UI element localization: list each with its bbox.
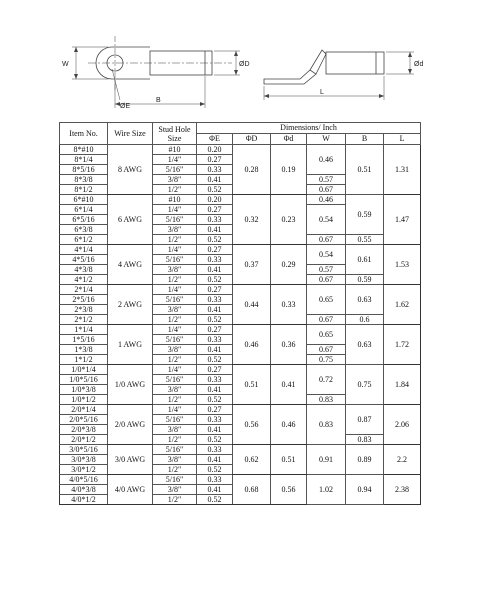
cell-stud-hole: 1/2" xyxy=(153,185,197,195)
cell-b: 0.6 xyxy=(346,315,384,325)
cell-b: 0.51 xyxy=(346,145,384,195)
cell-stud-hole: 3/8" xyxy=(153,385,197,395)
cell-stud-hole: 1/4" xyxy=(153,155,197,165)
phi-e-label: ØE xyxy=(120,103,131,110)
cell-phi-e: 0.27 xyxy=(197,325,233,335)
cell-stud-hole: 3/8" xyxy=(153,225,197,235)
cell-stud-hole: 1/2" xyxy=(153,495,197,505)
cell-phi-d-small: 0.29 xyxy=(271,245,307,285)
cell-stud-hole: 5/16" xyxy=(153,375,197,385)
cell-item-no: 8*1/4 xyxy=(60,155,108,165)
cell-stud-hole: 1/2" xyxy=(153,235,197,245)
cell-phi-e: 0.33 xyxy=(197,445,233,455)
cell-phi-d-small: 0.36 xyxy=(271,325,307,365)
cell-stud-hole: 1/2" xyxy=(153,435,197,445)
cell-stud-hole: 5/16" xyxy=(153,445,197,455)
dimension-table xyxy=(59,122,421,505)
cell-item-no: 4*3/8 xyxy=(60,265,108,275)
cell-phi-e: 0.52 xyxy=(197,275,233,285)
cell-phi-e: 0.27 xyxy=(197,365,233,375)
cell-item-no: 3/0*5/16 xyxy=(60,445,108,455)
cell-stud-hole: 1/4" xyxy=(153,365,197,375)
cell-item-no: 1/0*1/4 xyxy=(60,365,108,375)
cell-w: 0.54 xyxy=(307,245,346,265)
cell-phi-e: 0.41 xyxy=(197,175,233,185)
cell-stud-hole: 1/4" xyxy=(153,205,197,215)
cell-phi-e: 0.52 xyxy=(197,315,233,325)
cell-item-no: 1*1/2 xyxy=(60,355,108,365)
cell-wire-size: 1/0 AWG xyxy=(108,365,153,405)
cell-w: 0.57 xyxy=(307,175,346,185)
cell-stud-hole: 5/16" xyxy=(153,335,197,345)
cell-stud-hole: 3/8" xyxy=(153,265,197,275)
cell-wire-size: 1 AWG xyxy=(108,325,153,365)
cell-item-no: 2/0*1/2 xyxy=(60,435,108,445)
cell-phi-e: 0.41 xyxy=(197,485,233,495)
cell-l: 1.31 xyxy=(384,145,421,195)
cell-stud-hole: #10 xyxy=(153,195,197,205)
cell-stud-hole: 1/2" xyxy=(153,395,197,405)
header-wire-size: Wire Size xyxy=(108,123,153,145)
cell-phi-e: 0.52 xyxy=(197,355,233,365)
cell-phi-d: 0.46 xyxy=(233,325,271,365)
cell-w: 1.02 xyxy=(307,475,346,505)
cell-l: 1.62 xyxy=(384,285,421,325)
table-row xyxy=(60,195,421,205)
cell-phi-d: 0.28 xyxy=(233,145,271,195)
table-row xyxy=(60,365,421,375)
header-l: L xyxy=(384,134,421,145)
header-stud-hole-size: Stud Hole Size xyxy=(153,123,197,145)
cell-phi-e: 0.41 xyxy=(197,305,233,315)
w-label: W xyxy=(62,61,69,68)
cell-item-no: 1*5/16 xyxy=(60,335,108,345)
cell-l: 1.72 xyxy=(384,325,421,365)
phi-d-small-label: Ød xyxy=(414,61,424,68)
cell-stud-hole: 5/16" xyxy=(153,415,197,425)
table-row xyxy=(60,245,421,255)
cell-item-no: 4*1/4 xyxy=(60,245,108,255)
cell-b: 0.63 xyxy=(346,285,384,315)
cell-phi-d: 0.51 xyxy=(233,365,271,405)
cell-l: 2.2 xyxy=(384,445,421,475)
cell-w: 0.83 xyxy=(307,395,346,405)
cell-wire-size: 2 AWG xyxy=(108,285,153,325)
cell-w: 0.91 xyxy=(307,445,346,475)
cell-item-no: 6*1/4 xyxy=(60,205,108,215)
table-row xyxy=(60,475,421,485)
header-item-no: Item No. xyxy=(60,123,108,145)
cell-phi-e: 0.41 xyxy=(197,265,233,275)
cell-w: 0.67 xyxy=(307,235,346,245)
cell-phi-e: 0.52 xyxy=(197,235,233,245)
header-w: W xyxy=(307,134,346,145)
cell-phi-d-small: 0.33 xyxy=(271,285,307,325)
cell-b: 0.55 xyxy=(346,235,384,245)
cell-w: 0.67 xyxy=(307,315,346,325)
cell-item-no: 4*1/2 xyxy=(60,275,108,285)
cell-phi-e: 0.41 xyxy=(197,345,233,355)
cell-w: 0.65 xyxy=(307,325,346,345)
cell-stud-hole: 5/16" xyxy=(153,295,197,305)
side-tongue-outline xyxy=(264,70,316,84)
cell-stud-hole: 3/8" xyxy=(153,455,197,465)
cell-phi-d: 0.62 xyxy=(233,445,271,475)
cell-wire-size: 4/0 AWG xyxy=(108,475,153,505)
cell-phi-d: 0.37 xyxy=(233,245,271,285)
cell-item-no: 2*1/2 xyxy=(60,315,108,325)
cell-phi-d-small: 0.23 xyxy=(271,195,307,245)
cell-phi-e: 0.33 xyxy=(197,215,233,225)
cell-phi-e: 0.41 xyxy=(197,225,233,235)
cell-b: 0.87 xyxy=(346,405,384,435)
cell-phi-e: 0.20 xyxy=(197,195,233,205)
cell-stud-hole: 1/2" xyxy=(153,315,197,325)
cell-item-no: 8*5/16 xyxy=(60,165,108,175)
cell-phi-d: 0.56 xyxy=(233,405,271,445)
cell-item-no: 1/0*5/16 xyxy=(60,375,108,385)
cell-b: 0.61 xyxy=(346,245,384,275)
cell-phi-e: 0.33 xyxy=(197,375,233,385)
table-body xyxy=(60,145,421,505)
cell-b: 0.59 xyxy=(346,275,384,285)
cell-l: 2.38 xyxy=(384,475,421,505)
header-phi-e: ΦE xyxy=(197,134,233,145)
phi-d-label: ØD xyxy=(239,61,250,68)
cell-wire-size: 6 AWG xyxy=(108,195,153,245)
table-row xyxy=(60,405,421,415)
cell-phi-d: 0.68 xyxy=(233,475,271,505)
cell-item-no: 2*1/4 xyxy=(60,285,108,295)
cell-item-no: 2/0*1/4 xyxy=(60,405,108,415)
cell-item-no: 6*5/16 xyxy=(60,215,108,225)
cell-w: 0.65 xyxy=(307,285,346,315)
header-phi-d: ΦD xyxy=(233,134,271,145)
cell-stud-hole: 3/8" xyxy=(153,305,197,315)
cell-w: 0.57 xyxy=(307,265,346,275)
cell-w: 0.67 xyxy=(307,345,346,355)
cell-w: 0.54 xyxy=(307,205,346,235)
table-row xyxy=(60,445,421,455)
side-barrel-outline xyxy=(326,52,384,74)
header-b: B xyxy=(346,134,384,145)
cell-stud-hole: 1/4" xyxy=(153,245,197,255)
cell-item-no: 3/0*3/8 xyxy=(60,455,108,465)
cell-item-no: 6*3/8 xyxy=(60,225,108,235)
cell-item-no: 3/0*1/2 xyxy=(60,465,108,475)
header-phi-d-small: Φd xyxy=(271,134,307,145)
cell-phi-e: 0.33 xyxy=(197,475,233,485)
cell-phi-e: 0.52 xyxy=(197,395,233,405)
cell-item-no: 6*1/2 xyxy=(60,235,108,245)
cell-phi-e: 0.33 xyxy=(197,415,233,425)
cell-stud-hole: 3/8" xyxy=(153,345,197,355)
cell-phi-e: 0.27 xyxy=(197,245,233,255)
cell-item-no: 8*3/8 xyxy=(60,175,108,185)
cell-phi-d-small: 0.41 xyxy=(271,365,307,405)
cell-item-no: 8*#10 xyxy=(60,145,108,155)
cell-stud-hole: 5/16" xyxy=(153,165,197,175)
cell-phi-e: 0.27 xyxy=(197,285,233,295)
cell-item-no: 1*1/4 xyxy=(60,325,108,335)
cell-stud-hole: #10 xyxy=(153,145,197,155)
cell-item-no: 2*5/16 xyxy=(60,295,108,305)
cell-l: 1.84 xyxy=(384,365,421,405)
cell-w: 0.67 xyxy=(307,185,346,195)
cell-phi-e: 0.27 xyxy=(197,205,233,215)
cell-phi-d-small: 0.51 xyxy=(271,445,307,475)
cell-stud-hole: 5/16" xyxy=(153,255,197,265)
cell-item-no: 2*3/8 xyxy=(60,305,108,315)
table-row xyxy=(60,285,421,295)
cell-phi-e: 0.27 xyxy=(197,405,233,415)
cell-l: 2.06 xyxy=(384,405,421,445)
cell-phi-d-small: 0.56 xyxy=(271,475,307,505)
cell-phi-e: 0.33 xyxy=(197,165,233,175)
cell-item-no: 2/0*5/16 xyxy=(60,415,108,425)
cell-stud-hole: 1/4" xyxy=(153,325,197,335)
cell-stud-hole: 1/4" xyxy=(153,405,197,415)
cell-wire-size: 2/0 AWG xyxy=(108,405,153,445)
cell-stud-hole: 1/4" xyxy=(153,285,197,295)
cell-phi-e: 0.52 xyxy=(197,435,233,445)
l-label: L xyxy=(320,89,324,96)
cell-item-no: 1*3/8 xyxy=(60,345,108,355)
cell-b: 0.59 xyxy=(346,195,384,235)
cell-b: 0.63 xyxy=(346,325,384,365)
cell-w: 0.46 xyxy=(307,145,346,175)
cell-wire-size: 4 AWG xyxy=(108,245,153,285)
cell-item-no: 8*1/2 xyxy=(60,185,108,195)
table-row xyxy=(60,145,421,155)
cell-stud-hole: 3/8" xyxy=(153,425,197,435)
cell-phi-d: 0.44 xyxy=(233,285,271,325)
cell-b: 0.94 xyxy=(346,475,384,505)
cell-item-no: 1/0*1/2 xyxy=(60,395,108,405)
cell-item-no: 4/0*1/2 xyxy=(60,495,108,505)
cell-item-no: 2/0*3/8 xyxy=(60,425,108,435)
cell-phi-d-small: 0.19 xyxy=(271,145,307,195)
cell-stud-hole: 1/2" xyxy=(153,355,197,365)
cell-item-no: 6*#10 xyxy=(60,195,108,205)
cell-phi-e: 0.41 xyxy=(197,425,233,435)
cell-stud-hole: 1/2" xyxy=(153,465,197,475)
cell-item-no: 4/0*5/16 xyxy=(60,475,108,485)
cell-phi-e: 0.52 xyxy=(197,465,233,475)
cell-w: 0.83 xyxy=(307,405,346,445)
cell-phi-e: 0.27 xyxy=(197,155,233,165)
cell-l: 1.47 xyxy=(384,195,421,245)
cell-phi-e: 0.33 xyxy=(197,335,233,345)
cell-phi-d: 0.32 xyxy=(233,195,271,245)
cell-w: 0.75 xyxy=(307,355,346,365)
lug-diagram xyxy=(0,0,480,118)
cell-phi-e: 0.41 xyxy=(197,455,233,465)
cell-phi-e: 0.20 xyxy=(197,145,233,155)
cell-phi-e: 0.52 xyxy=(197,185,233,195)
cell-item-no: 4*5/16 xyxy=(60,255,108,265)
cell-phi-e: 0.41 xyxy=(197,385,233,395)
cell-phi-e: 0.33 xyxy=(197,295,233,305)
b-label: B xyxy=(156,97,161,104)
table-row xyxy=(60,325,421,335)
header-dimensions: Dimensions/ Inch xyxy=(197,123,421,134)
cell-b: 0.83 xyxy=(346,435,384,445)
cell-wire-size: 3/0 AWG xyxy=(108,445,153,475)
cell-phi-e: 0.33 xyxy=(197,255,233,265)
cell-b: 0.89 xyxy=(346,445,384,475)
cell-item-no: 4/0*3/8 xyxy=(60,485,108,495)
cell-stud-hole: 5/16" xyxy=(153,475,197,485)
cell-b: 0.75 xyxy=(346,365,384,405)
cell-stud-hole: 3/8" xyxy=(153,175,197,185)
cell-stud-hole: 1/2" xyxy=(153,275,197,285)
cell-item-no: 1/0*3/8 xyxy=(60,385,108,395)
cell-phi-d-small: 0.46 xyxy=(271,405,307,445)
cell-w: 0.67 xyxy=(307,275,346,285)
cell-wire-size: 8 AWG xyxy=(108,145,153,195)
cell-w: 0.46 xyxy=(307,195,346,205)
cell-stud-hole: 3/8" xyxy=(153,485,197,495)
cell-w: 0.72 xyxy=(307,365,346,395)
cell-phi-e: 0.52 xyxy=(197,495,233,505)
cell-l: 1.53 xyxy=(384,245,421,285)
cell-stud-hole: 5/16" xyxy=(153,215,197,225)
